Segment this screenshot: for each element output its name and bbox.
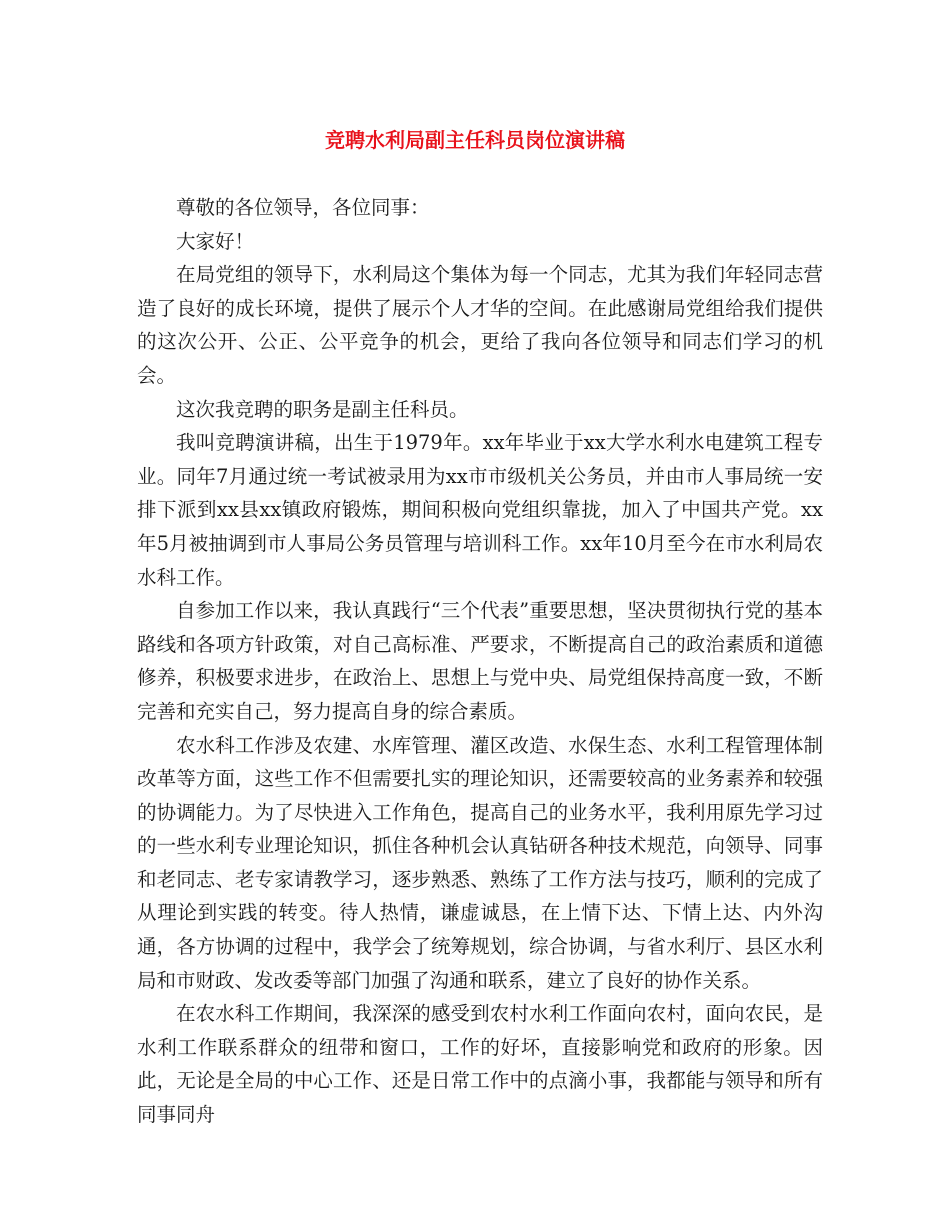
greeting: 大家好！ bbox=[176, 229, 255, 253]
body-paragraph: 这次我竞聘的职务是副主任科员。 bbox=[176, 397, 469, 421]
document-title: 竞聘水利局副主任科员岗位演讲稿 bbox=[325, 128, 625, 152]
body-paragraph: 在农水科工作期间，我深深的感受到农村水利工作面向农村，面向农民，是水利工作联系群众的纽带和窗口，工作的好坏，直接影响党和政府的形象。因此，无论是全局的中心工作、还是日常工作中的点滴小事，我都能与领导和所有同事同舟 bbox=[137, 1002, 823, 1127]
body-paragraph: 自参加工作以来，我认真践行“三个代表”重要思想，坚决贯彻执行党的基本路线和各项方针政策，对自己高标准、严要求，不断提高自己的政治素质和道德修养，积极要求进步，在政治上、思想上与党中央、局党组保持高度一致，不断完善和充实自己，努力提高自身的综合素质。 bbox=[137, 599, 823, 723]
salutation: 尊敬的各位领导，各位同事： bbox=[176, 196, 430, 219]
document-body bbox=[137, 191, 823, 1132]
body-paragraph: 我叫竞聘演讲稿，出生于1979年。xx年毕业于xx大学水利水电建筑工程专业。同年7月通过统一考试被录用为xx市市级机关公务员，并由市人事局统一安排下派到xx县xx镇政府锻炼，期间积极向党组织靠拢，加入了中国共产党。xx年5月被抽调到市人事局公务员管理与培训科工作。xx年10月至今在市水利局农水科工作。 bbox=[137, 431, 823, 589]
body-paragraph: 在局党组的领导下，水利局这个集体为每一个同志，尤其为我们年轻同志营造了良好的成长环境，提供了展示个人才华的空间。在此感谢局党组给我们提供的这次公开、公正、公平竞争的机会，更给了我向各位领导和同志们学习的机会。 bbox=[137, 263, 823, 387]
body-paragraph: 农水科工作涉及农建、水库管理、灌区改造、水保生态、水利工程管理体制改革等方面，这些工作不但需要扎实的理论知识，还需要较高的业务素养和较强的协调能力。为了尽快进入工作角色，提高自己的业务水平，我利用原先学习过的一些水利专业理论知识，抓住各种机会认真钻研各种技术规范，向领导、同事和老同志、老专家请教学习，逐步熟悉、熟练了工作方法与技巧，顺利的完成了从理论到实践的转变。待人热情，谦虚诚恳，在上情下达、下情上达、内外沟通，各方协调的过程中，我学会了统筹规划，综合协调，与省水利厅、县区水利局和市财政、发改委等部门加强了沟通和联系，建立了良好的协作关系。 bbox=[137, 733, 823, 992]
